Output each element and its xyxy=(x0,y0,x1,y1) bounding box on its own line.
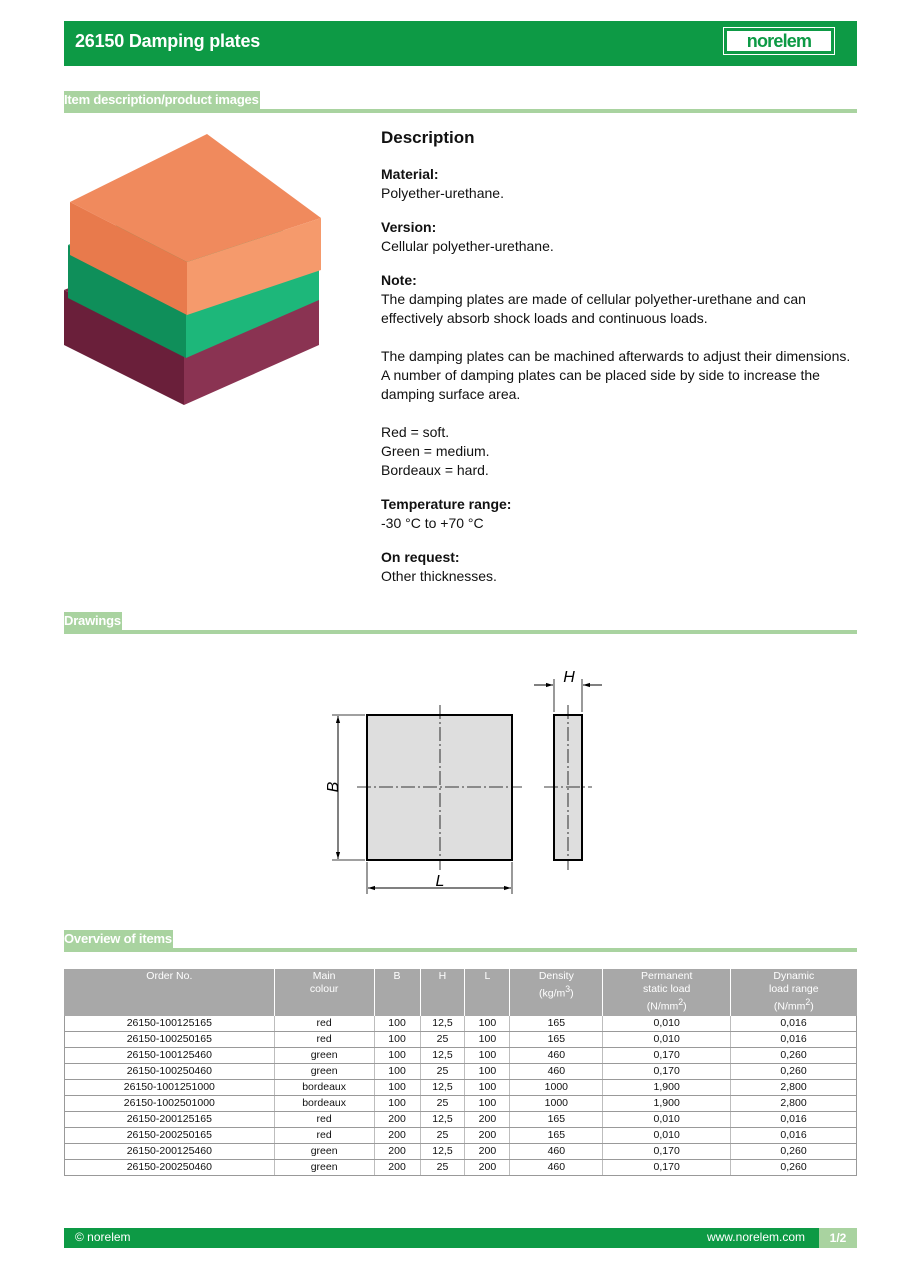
table-cell: 200 xyxy=(374,1143,420,1159)
table-cell: red xyxy=(274,1031,374,1047)
table-cell: 100 xyxy=(465,1063,510,1079)
table-cell: 0,010 xyxy=(603,1111,731,1127)
note-paragraph-1: The damping plates are made of cellular polyether-urethane and can effectively absorb shock loads and continuous loads. xyxy=(381,291,806,326)
note-paragraph-2b: A number of damping plates can be placed side by side to increase the damping surface area. xyxy=(381,367,820,402)
material-label: Material: xyxy=(381,166,439,182)
hardness-red: Red = soft. xyxy=(381,424,450,440)
table-cell: 100 xyxy=(374,1016,420,1032)
col-dynamic-load: Dynamic load range $(N/mm^2)$ xyxy=(731,969,857,1016)
table-cell: 165 xyxy=(510,1111,603,1127)
version-block xyxy=(381,218,857,256)
table-cell: 100 xyxy=(465,1031,510,1047)
table-row xyxy=(65,1031,857,1047)
table-cell: 0,170 xyxy=(603,1047,731,1063)
table-cell: 100 xyxy=(465,1047,510,1063)
hardness-bordeaux: Bordeaux = hard. xyxy=(381,462,489,478)
table-cell: 200 xyxy=(465,1127,510,1143)
table-row xyxy=(65,1143,857,1159)
temperature-text: -30 °C to +70 °C xyxy=(381,515,484,531)
section-item-description xyxy=(64,91,857,113)
table-cell: 0,260 xyxy=(731,1047,857,1063)
table-row xyxy=(65,1079,857,1095)
table-cell: 0,260 xyxy=(731,1143,857,1159)
table-cell: 26150-200250165 xyxy=(65,1127,275,1143)
table-cell: 0,016 xyxy=(731,1111,857,1127)
table-cell: 25 xyxy=(420,1095,465,1111)
table-cell: 26150-100125460 xyxy=(65,1047,275,1063)
product-image xyxy=(64,130,324,410)
table-row xyxy=(65,1111,857,1127)
table-cell: 200 xyxy=(465,1143,510,1159)
table-cell: 460 xyxy=(510,1047,603,1063)
dimension-l: L xyxy=(435,873,445,890)
description-title: Description xyxy=(381,128,475,147)
table-cell: 200 xyxy=(465,1159,510,1175)
table-cell: 0,010 xyxy=(603,1016,731,1032)
table-cell: 26150-200125460 xyxy=(65,1143,275,1159)
table-header-row xyxy=(65,969,857,1016)
table-cell: 26150-1002501000 xyxy=(65,1095,275,1111)
website-link[interactable]: www.norelem.com xyxy=(706,1230,805,1244)
table-row xyxy=(65,1047,857,1063)
table-cell: 0,170 xyxy=(603,1063,731,1079)
table-cell: 1000 xyxy=(510,1079,603,1095)
table-cell: 26150-100125165 xyxy=(65,1016,275,1032)
table-cell: 12,5 xyxy=(420,1079,465,1095)
table-cell: 26150-100250460 xyxy=(65,1063,275,1079)
col-b: B xyxy=(374,969,420,1016)
section-label: Overview of items xyxy=(64,931,172,946)
table-cell: 12,5 xyxy=(420,1111,465,1127)
table-cell: 0,010 xyxy=(603,1127,731,1143)
table-cell: green xyxy=(274,1047,374,1063)
section-overview xyxy=(64,930,857,952)
table-cell: 100 xyxy=(465,1079,510,1095)
page-title: 26150 Damping plates xyxy=(75,31,261,51)
table-cell: 460 xyxy=(510,1063,603,1079)
table-cell: 100 xyxy=(374,1095,420,1111)
version-label: Version: xyxy=(381,219,437,235)
material-text: Polyether-urethane. xyxy=(381,185,504,201)
table-cell: bordeaux xyxy=(274,1079,374,1095)
request-label: On request: xyxy=(381,549,460,565)
note-label: Note: xyxy=(381,272,417,288)
table-cell: 0,016 xyxy=(731,1127,857,1143)
table-cell: 165 xyxy=(510,1127,603,1143)
table-cell: bordeaux xyxy=(274,1095,374,1111)
col-density: Density $(kg/m^3)$ xyxy=(510,969,603,1016)
table-cell: 100 xyxy=(374,1047,420,1063)
table-cell: 0,260 xyxy=(731,1159,857,1175)
table-cell: 460 xyxy=(510,1159,603,1175)
table-cell: 200 xyxy=(374,1127,420,1143)
table-row xyxy=(65,1127,857,1143)
table-cell: 12,5 xyxy=(420,1143,465,1159)
col-main-colour: Main colour xyxy=(274,969,374,1016)
table-cell: 2,800 xyxy=(731,1079,857,1095)
table-cell: 25 xyxy=(420,1031,465,1047)
items-table xyxy=(64,969,857,1176)
table-cell: 100 xyxy=(374,1031,420,1047)
table-cell: 0,016 xyxy=(731,1016,857,1032)
table-cell: 100 xyxy=(465,1016,510,1032)
table-row xyxy=(65,1063,857,1079)
request-block xyxy=(381,548,857,586)
logo-text: norelem xyxy=(727,31,831,51)
table-cell: 0,010 xyxy=(603,1031,731,1047)
table-cell: 200 xyxy=(465,1111,510,1127)
copyright: © norelem xyxy=(75,1230,131,1244)
table-row xyxy=(65,1159,857,1175)
table-cell: 12,5 xyxy=(420,1016,465,1032)
page-footer xyxy=(64,1228,857,1248)
table-cell: 26150-1001251000 xyxy=(65,1079,275,1095)
table-cell: green xyxy=(274,1143,374,1159)
dimension-b: B xyxy=(325,781,342,793)
table-cell: green xyxy=(274,1063,374,1079)
table-cell: 1,900 xyxy=(603,1095,731,1111)
description-panel xyxy=(381,128,857,601)
table-cell: 100 xyxy=(374,1063,420,1079)
table-cell: 26150-200125165 xyxy=(65,1111,275,1127)
norelem-logo xyxy=(723,27,835,55)
table-cell: 165 xyxy=(510,1031,603,1047)
table-cell: 25 xyxy=(420,1159,465,1175)
table-cell: 0,260 xyxy=(731,1063,857,1079)
table-cell: 200 xyxy=(374,1111,420,1127)
note-block xyxy=(381,271,857,480)
front-view xyxy=(367,715,512,860)
table-cell: red xyxy=(274,1127,374,1143)
request-text: Other thicknesses. xyxy=(381,568,497,584)
section-label: Drawings xyxy=(64,613,121,628)
table-cell: 12,5 xyxy=(420,1047,465,1063)
hardness-green: Green = medium. xyxy=(381,443,490,459)
table-cell: green xyxy=(274,1159,374,1175)
section-drawings xyxy=(64,612,857,634)
table-cell: 25 xyxy=(420,1127,465,1143)
temperature-label: Temperature range: xyxy=(381,496,512,512)
col-order-no: Order No. xyxy=(65,969,275,1016)
col-static-load: Permanent static load $(N/mm^2)$ xyxy=(603,969,731,1016)
table-cell: 165 xyxy=(510,1016,603,1032)
table-cell: 460 xyxy=(510,1143,603,1159)
table-cell: 100 xyxy=(465,1095,510,1111)
col-l: L xyxy=(465,969,510,1016)
page-header xyxy=(64,21,857,66)
table-cell: 26150-200250460 xyxy=(65,1159,275,1175)
table-cell: 200 xyxy=(374,1159,420,1175)
dimension-h: H xyxy=(563,669,575,686)
material-block xyxy=(381,165,857,203)
table-cell: 25 xyxy=(420,1063,465,1079)
table-row xyxy=(65,1095,857,1111)
table-cell: 26150-100250165 xyxy=(65,1031,275,1047)
table-row xyxy=(65,1016,857,1032)
table-cell: 1000 xyxy=(510,1095,603,1111)
table-cell: red xyxy=(274,1016,374,1032)
table-cell: 0,170 xyxy=(603,1143,731,1159)
table-cell: red xyxy=(274,1111,374,1127)
technical-drawing xyxy=(300,660,620,900)
table-cell: 2,800 xyxy=(731,1095,857,1111)
table-cell: 1,900 xyxy=(603,1079,731,1095)
version-text: Cellular polyether-urethane. xyxy=(381,238,554,254)
note-paragraph-2a: The damping plates can be machined afterwards to adjust their dimensions. xyxy=(381,348,851,364)
table-cell: 0,170 xyxy=(603,1159,731,1175)
table-cell: 100 xyxy=(374,1079,420,1095)
col-h: H xyxy=(420,969,465,1016)
section-label: Item description/product images xyxy=(64,92,259,107)
page-number: 1/2 xyxy=(819,1228,857,1248)
table-cell: 0,016 xyxy=(731,1031,857,1047)
temperature-block xyxy=(381,495,857,533)
